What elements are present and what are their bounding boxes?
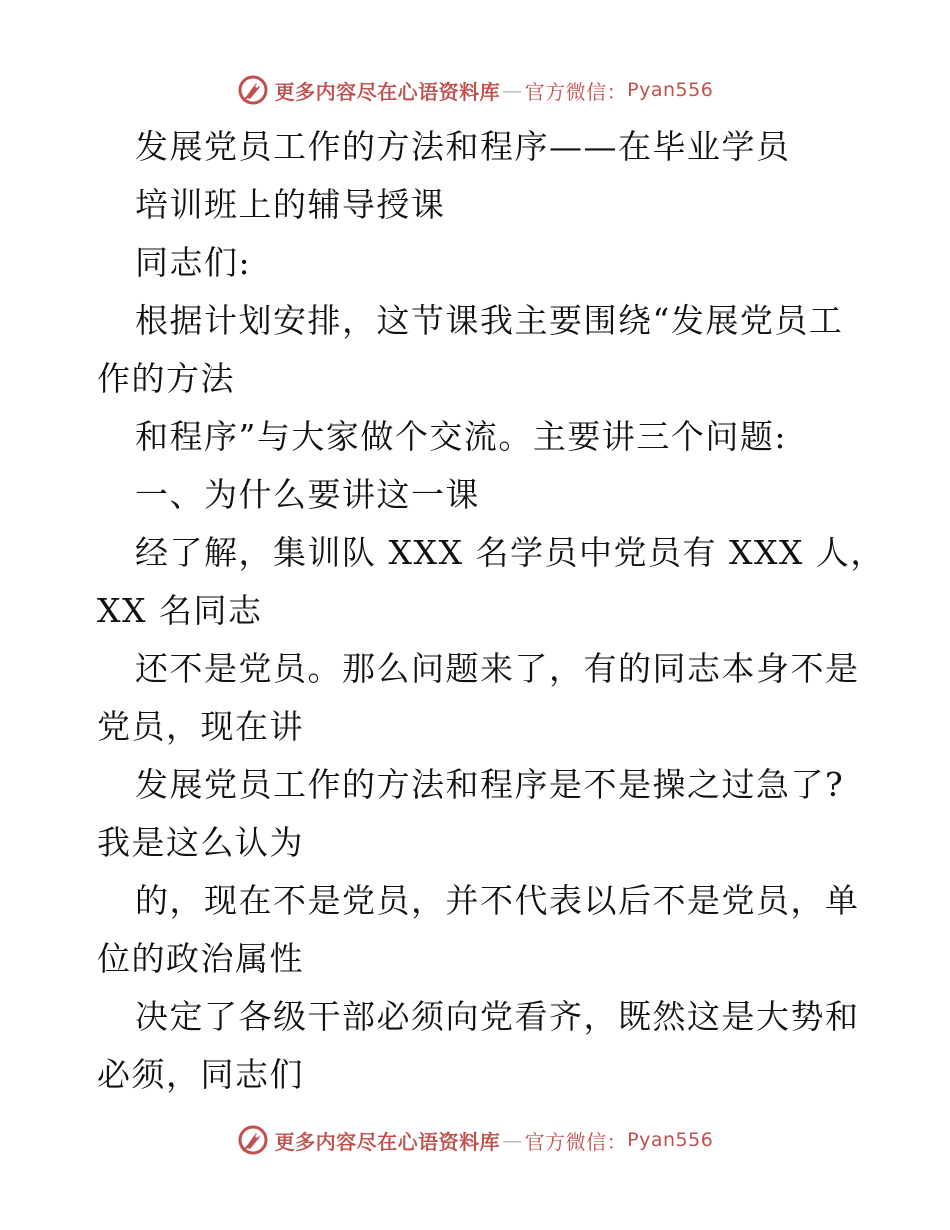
- banner-wechat-label: 官方微信：: [524, 1129, 628, 1154]
- banner-wechat-label: 官方微信：: [524, 79, 628, 104]
- header-banner: [0, 70, 950, 110]
- text-line: 发展党员工作的方法和程序是不是操之过急了?: [135, 765, 845, 804]
- text-line: 党员，现在讲: [97, 707, 304, 746]
- text-line: 一、为什么要讲这一课: [135, 475, 480, 514]
- text-line: 决定了各级干部必须向党看齐，既然这是大势和: [135, 997, 860, 1036]
- pen-nib-logo-icon: [237, 1124, 269, 1156]
- banner-wechat-id: Pyan556: [627, 79, 714, 101]
- banner-wechat-id: Pyan556: [627, 1129, 714, 1151]
- text-line: 同志们:: [135, 243, 252, 282]
- text-line: 我是这么认为: [97, 823, 304, 862]
- text-line: 培训班上的辅导授课: [135, 185, 446, 224]
- footer-banner-content: [237, 1124, 714, 1156]
- text-line: 根据计划安排，这节课我主要围绕“发展党员工: [135, 301, 844, 340]
- document-body: [97, 118, 885, 1104]
- text-line: 经了解，集训队 XXX 名学员中党员有 XXX 人，: [135, 533, 885, 572]
- banner-dash: —: [502, 1128, 523, 1152]
- text-line: 发展党员工作的方法和程序——在毕业学员: [135, 127, 791, 166]
- text-line: 的，现在不是党员，并不代表以后不是党员，单: [135, 881, 860, 920]
- text-line: 作的方法: [97, 359, 235, 398]
- banner-text: 更多内容尽在心语资料库: [274, 1129, 501, 1154]
- pen-nib-logo-icon: [237, 74, 269, 106]
- footer-banner: [0, 1120, 950, 1160]
- banner-dash: —: [502, 78, 523, 102]
- text-line: 必须，同志们: [97, 1055, 304, 1094]
- banner-text: 更多内容尽在心语资料库: [274, 79, 501, 104]
- text-line: 和程序”与大家做个交流。主要讲三个问题:: [135, 417, 787, 456]
- text-line: XX 名同志: [97, 591, 263, 630]
- header-banner-content: [237, 74, 714, 106]
- text-line: 还不是党员。那么问题来了，有的同志本身不是: [135, 649, 860, 688]
- text-line: 位的政治属性: [97, 939, 304, 978]
